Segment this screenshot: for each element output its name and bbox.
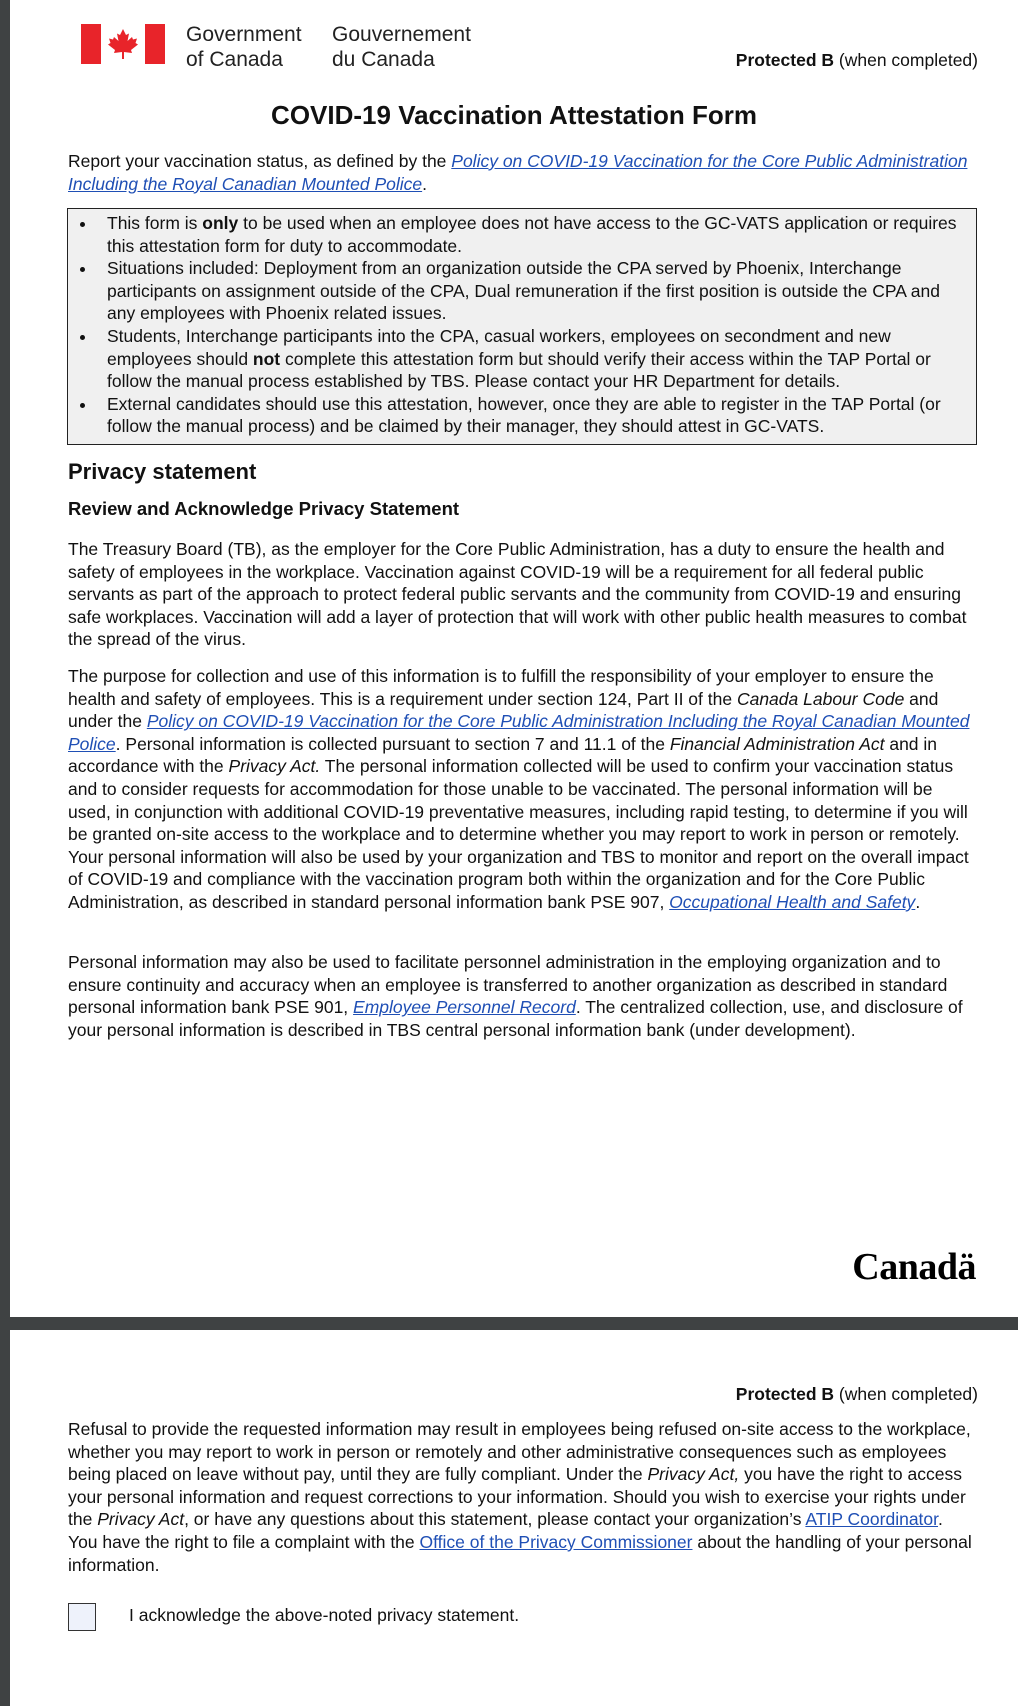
privacy-paragraph-3: Personal information may also be used to facilitate personnel administration in the employing organization and to ensure continuity and accuracy when an employee is transferred to another organization as described in standard personal information bank PSE 901, Employee Personnel Record. The centralized collection, use, and disclosure of your personal information is described in TBS central personal information bank (under development). [68, 952, 963, 1040]
protected-b-label-page-2: Protected B (when completed) [735, 1384, 978, 1404]
intro-paragraph: Report your vaccination status, as defined by the Policy on COVID-19 Vaccination for the Core Public Administration Including the Royal Canadian Mounted Police. [68, 151, 968, 194]
notice-item: • This form is only to be used when an employee does not have access to the GC-VATS application or requires this attestation form for duty to accommodate. [97, 212, 964, 257]
protected-b-label: Protected B (when completed) [735, 50, 978, 70]
notice-item: • Students, Interchange participants into the CPA, casual workers, employees on secondment and new employees should not complete this attestation form but should verify their access within the TAP Portal or follow the manual process established by TBS. Please contact your HR Department for details. [97, 325, 964, 393]
atip-coordinator-link[interactable]: ATIP Coordinator [805, 1509, 939, 1530]
form-title: COVID-19 Vaccination Attestation Form [271, 100, 757, 130]
notice-item: • External candidates should use this attestation, however, once they are able to register in the TAP Portal (or follow the manual process) and be claimed by their manager, they should attest in GC-VATS. [97, 393, 964, 438]
privacy-commissioner-link[interactable]: Office of the Privacy Commissioner [419, 1531, 693, 1552]
privacy-statement-heading: Privacy statement [68, 459, 257, 484]
review-acknowledge-heading: Review and Acknowledge Privacy Statement [68, 498, 460, 519]
canada-flag-icon [81, 24, 165, 64]
privacy-paragraph-1: The Treasury Board (TB), as the employer for the Core Public Administration, has a duty to ensure the health and safety of employees in the workplace. Vaccination against COVID-19 will be a requirement for all federal public servants as part of the approach to protect federal public servants and the community from COVID-19 and ensuring safe workplaces. Vaccination will add a layer of protection that will work with other public health measures to combat the spread of the virus. [68, 539, 967, 650]
employee-personnel-record-link[interactable]: Employee Personnel Record [353, 997, 576, 1018]
vaccination-policy-link[interactable]: Policy on COVID-19 Vaccination for the Core Public Administration Including the Royal Canadian Mounted Police [68, 151, 968, 194]
acknowledge-label: I acknowledge the above-noted privacy statement. [129, 1605, 520, 1625]
canada-wordmark: Canadä [852, 1246, 976, 1288]
vaccination-policy-link-2[interactable]: Policy on COVID-19 Vaccination for the Core Public Administration Including the Royal Canadian Mounted Police [68, 711, 970, 754]
notice-item: • Situations included: Deployment from an organization outside the CPA served by Phoenix, Interchange participants on assignment outside of the CPA, Dual remuneration if the first position is outside the CPA and any employees with Phoenix related issues. [97, 257, 964, 325]
occupational-health-link[interactable]: Occupational Health and Safety [669, 891, 916, 912]
notice-list [77, 212, 964, 438]
refusal-paragraph: Refusal to provide the requested information may result in employees being refused on-site access to the workplace, whether you may report to work in person or remotely and other administrative consequences such as employees being placed on leave without pay, until they are fully compliant. Under the Privacy Act, you have the right to access your personal information and request corrections to your information. Should you wish to exercise your rights under the Privacy Act, or have any questions about this statement, please contact your organization’s ATIP Coordinator. You have the right to file a complaint with the Office of the Privacy Commissioner about the handling of your personal information. [68, 1419, 972, 1575]
document-page-1 [10, 0, 1018, 1317]
acknowledge-checkbox[interactable] [68, 1603, 96, 1631]
gouvernement-du-canada-text: Gouvernement du Canada [332, 23, 471, 71]
privacy-paragraph-2: The purpose for collection and use of this information is to fulfill the responsibility of your employer to ensure the health and safety of employees. This is a requirement under section 124, Part II of the Canada Labour Code and under the Policy on COVID-19 Vaccination for the Core Public Administration Including the Royal Canadian Mounted Police. Personal information is collected pursuant to section 7 and 11.1 of the Financial Administration Act and in accordance with the Privacy Act. The personal information collected will be used to confirm your vaccination status and to consider requests for accommodation for those unable to be vaccinated. The personal information will be used, in conjunction with additional COVID-19 preventative measures, including rapid testing, to determine if you will be granted on-site access to the workplace and to determine whether you may report to work in person or remotely. Your personal information will also be used by your organization and TBS to monitor and report on the overall impact of COVID-19 and compliance with the vaccination program both within the organization and for the Core Public Administration, as described in standard personal information bank PSE 907, Occupational Health and Safety. [68, 666, 970, 912]
notice-box [67, 208, 977, 445]
government-of-canada-text: Government of Canada [186, 23, 302, 71]
